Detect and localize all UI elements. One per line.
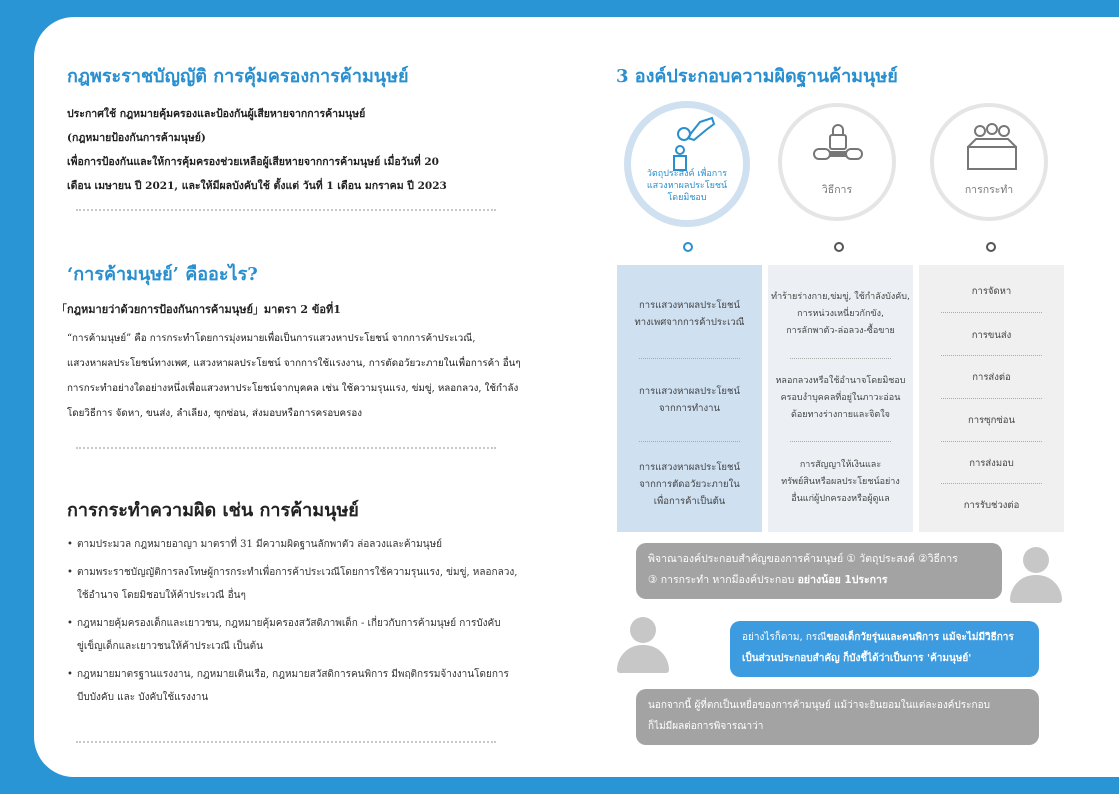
divider xyxy=(76,447,496,449)
bullet-text: ใช้อำนาจ โดยมิชอบให้ค้าประเวณี อื่นๆ xyxy=(77,590,246,601)
action-item: การซุกซ่อน xyxy=(967,415,1016,426)
circle-label: วัตถุประสงค์ เพื่อการแสวงหาผลประโยชน์โดยมิชอบ xyxy=(646,169,728,203)
divider xyxy=(76,209,496,211)
what-line: โดยวิธีการ จัดหา, ขนส่ง, ลำเลียง, ซุกซ่อน, ส่งมอบหรือการครอบครอง xyxy=(67,408,363,419)
purpose-circle xyxy=(624,101,750,227)
separator xyxy=(941,355,1042,356)
bubble-text: อย่างไรก็ตาม, กรณีของเด็กวัยรุ่นและคนพิการ แม้จะไม่มีวิธีการ xyxy=(742,632,1014,643)
hand-coin-icon xyxy=(654,116,720,174)
act-description xyxy=(67,102,567,198)
bubble-text: พิจาณาองค์ประกอบสำคัญของการค้ามนุษย์ ① วัตถุประสงค์ ②วิธีการ xyxy=(648,553,958,565)
circle-label: การกระทำ xyxy=(964,184,1014,196)
separator xyxy=(639,358,740,359)
method-item: การสัญญาให้เงินและ ทรัพย์สินหรือผลประโยชน์อย่าง อื่นแก่ผู้ปกครองหรือผู้ดูแล xyxy=(781,460,900,504)
action-item: การส่งต่อ xyxy=(972,372,1011,383)
crime-title: การกระทำความผิด เช่น การค้ามนุษย์ xyxy=(67,500,359,521)
act-line: เพื่อการป้องกันและให้การคุ้มครองช่วยเหลือผู้เสียหายจากการค้ามนุษย์ เมื่อวันที่ 20 xyxy=(67,156,439,168)
what-line: การกระทำอย่างใดอย่างหนึ่งเพื่อแสวงหาประโยชน์จากบุคคล เช่น ใช้ความรุนแรง, ข่มขู่, หลอกลวง, ใช้กำลัง xyxy=(67,383,519,394)
separator xyxy=(790,441,891,442)
speech-bubble-3 xyxy=(636,689,1039,745)
bullet-text: กฎหมายมาตรฐานแรงงาน, กฎหมายเดินเรือ, กฎหมายสวัสดิการคนพิการ มีพฤติกรรมจ้างงานโดยการ xyxy=(77,669,509,680)
bullet-text: ตามพระราชบัญญัติการลงโทษผู้การกระทำเพื่อการค้าประเวณีโดยการใช้ความรุนแรง, ข่มขู่, หลอกลวง, xyxy=(77,567,518,578)
list-item xyxy=(67,561,577,607)
connector-dot xyxy=(834,242,844,252)
connector-dot xyxy=(683,242,693,252)
action-column xyxy=(919,265,1064,532)
act-line: เดือน เมษายน ปี 2021, และให้มีผลบังคับใช้ ตั้งแต่ วันที่ 1 เดือน มกราคม ปี 2023 xyxy=(67,180,447,192)
action-item: การจัดหา xyxy=(971,286,1012,297)
avatar xyxy=(1010,547,1062,603)
circle-label: วิธีการ xyxy=(821,184,853,196)
page-sheet xyxy=(34,17,1119,777)
method-circle xyxy=(778,103,896,221)
purpose-item: การแสวงหาผลประโยชน์ จากการทำงาน xyxy=(639,386,740,414)
separator xyxy=(639,441,740,442)
bullet-text: กฎหมายคุ้มครองเด็กและเยาวชน, กฎหมายคุ้มครองสวัสดิภาพเด็ก - เกี่ยวกับการค้ามนุษย์ การบังคับ xyxy=(77,618,501,629)
action-item: การรับช่วงต่อ xyxy=(963,500,1020,511)
act-line: ประกาศใช้ กฎหมายคุ้มครองและป้องกันผู้เสียหายจากการค้ามนุษย์ xyxy=(67,108,366,120)
speech-bubble-1 xyxy=(636,543,1002,599)
bullet-text: บีบบังคับ และ บังคับใช้แรงงาน xyxy=(77,692,209,703)
action-item: การส่งมอบ xyxy=(969,458,1014,469)
action-item: การขนส่ง xyxy=(971,330,1012,341)
bubble-text: นอกจากนี้ ผู้ที่ตกเป็นเหยื่อของการค้ามนุษย์ แม้ว่าจะยินยอมในแต่ละองค์ประกอบ xyxy=(648,700,990,711)
list-item xyxy=(67,533,577,556)
people-box-icon xyxy=(962,121,1022,173)
bubble-text: ③ การกระทำ หากมีองค์ประกอบ อย่างน้อย 1ประการ xyxy=(648,574,888,586)
crime-bullet-list xyxy=(67,533,577,709)
divider xyxy=(76,741,496,743)
separator xyxy=(941,441,1042,442)
separator xyxy=(790,358,891,359)
chain-lock-icon xyxy=(810,121,870,167)
what-description xyxy=(67,326,567,426)
act-title: กฎพระราชบัญญัติ การคุ้มครองการค้ามนุษย์ xyxy=(67,66,409,87)
speech-bubble-2 xyxy=(730,621,1039,677)
connector-dot xyxy=(986,242,996,252)
method-column xyxy=(768,265,913,532)
action-circle xyxy=(930,103,1048,221)
avatar xyxy=(617,617,669,673)
bullet-text: ตามประมวล กฎหมายอาญา มาตราที่ 31 มีความผิดฐานลักพาตัว ล่อลวงและค้ามนุษย์ xyxy=(77,539,443,550)
what-title: ‘การค้ามนุษย์’ คืออะไร? xyxy=(67,264,258,285)
law-reference: 「กฎหมายว่าด้วยการป้องกันการค้ามนุษย์」มาตรา 2 ข้อที่1 xyxy=(56,303,341,316)
act-line: (กฎหมายป้องกันการค้ามนุษย์) xyxy=(67,132,206,144)
purpose-item: การแสวงหาผลประโยชน์ จากการตัดอวัยวะภายใน เพื่อการค้าเป็นต้น xyxy=(639,462,740,507)
what-line: “การค้ามนุษย์” คือ การกระทำโดยการมุ่งหมายเพื่อเป็นการแสวงหาประโยชน์ จากการค้าประเวณี, xyxy=(67,333,476,344)
list-item xyxy=(67,612,577,658)
separator xyxy=(941,483,1042,484)
purpose-item: การแสวงหาผลประโยชน์ ทางเพศจากการค้าประเวณี xyxy=(634,300,745,328)
method-item: ทำร้ายร่างกาย,ข่มขู่, ใช้กำลังบังคับ, การหน่วงเหนี่ยวกักขัง, การลักพาตัว-ล่อลวง-ซื้อขาย xyxy=(771,292,910,336)
bubble-text: เป็นส่วนประกอบสำคัญ ก็บังชี้ได้ว่าเป็นการ 'ค้ามนุษย์' xyxy=(742,653,972,664)
separator xyxy=(941,312,1042,313)
separator xyxy=(941,398,1042,399)
list-item xyxy=(67,663,577,709)
bubble-text: ก็ไม่มีผลต่อการพิจารณาว่า xyxy=(648,721,764,732)
elements-title: 3 องค์ประกอบความผิดฐานค้ามนุษย์ xyxy=(616,66,898,87)
purpose-column xyxy=(617,265,762,532)
bullet-text: ขู่เข็ญเด็กและเยาวชนให้ค้าประเวณี เป็นต้น xyxy=(77,641,263,652)
what-line: แสวงหาผลประโยชน์ทางเพศ, แสวงหาผลประโยชน์ จากการใช้แรงงาน, การตัดอวัยวะภายในเพื่อการค้า อื่นๆ xyxy=(67,358,521,369)
method-item: หลอกลวงหรือใช้อำนาจโดยมิชอบ ครอบงำบุคคลที่อยู่ในภาวะอ่อน ด้อยทางร่างกายและจิตใจ xyxy=(775,376,906,420)
